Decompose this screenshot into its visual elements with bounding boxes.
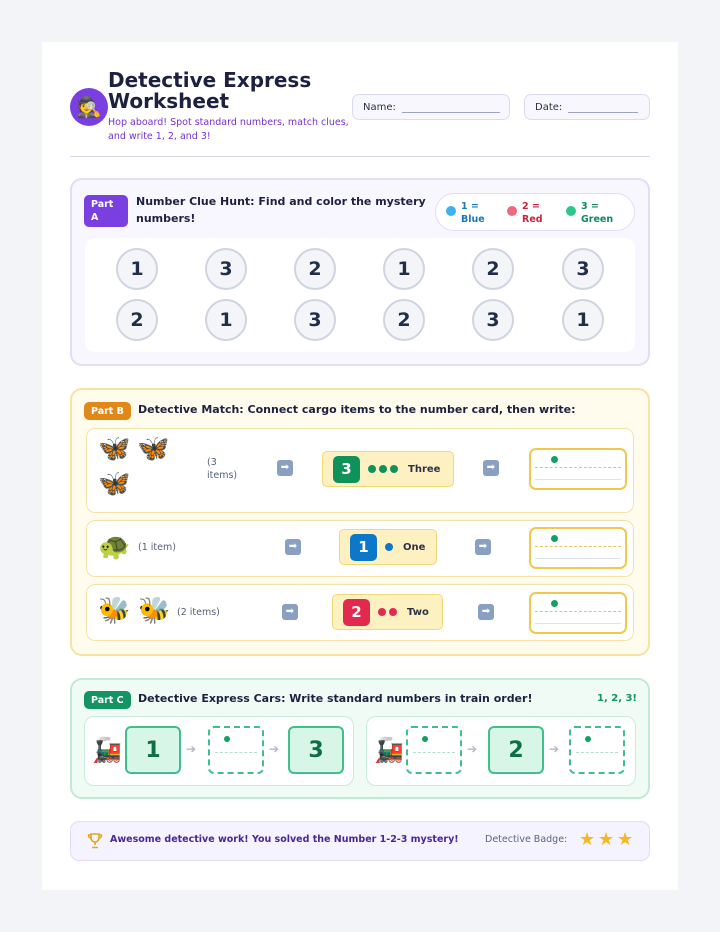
part-c-tag: Part C <box>84 691 131 709</box>
item-count: (2 items) <box>177 607 220 618</box>
part-b-title: Detective Match: Connect cargo items to the number card, then write: <box>138 403 576 416</box>
color-legend <box>435 193 635 231</box>
legend-item-blue: 1 = Blue <box>446 200 491 226</box>
footer-message: Awesome detective work! You solved the Number 1-2-3 mystery! <box>110 834 459 845</box>
train-car: 2 <box>488 726 544 774</box>
legend-item-green: 3 = Green <box>566 200 613 226</box>
number-card[interactable] <box>339 529 437 565</box>
arrow-right-icon: ➡ <box>285 539 301 555</box>
number-card[interactable] <box>322 451 454 487</box>
date-label: Date: <box>535 101 563 113</box>
worksheet-subtitle: Hop aboard! Spot standard numbers, match clues, and write 1, 2, and 3! <box>108 117 349 142</box>
badge-label: Detective Badge: <box>485 834 568 845</box>
car-link-icon: ➔ <box>186 742 197 756</box>
count-dots <box>368 465 398 473</box>
start-dot <box>551 535 558 542</box>
mystery-number[interactable]: 1 <box>562 299 604 341</box>
blue-dot-icon <box>446 206 456 216</box>
mystery-number[interactable]: 1 <box>383 248 425 290</box>
name-field[interactable] <box>352 94 510 120</box>
part-a-tag: Part A <box>84 195 128 227</box>
name-line <box>402 112 500 113</box>
legend-item-red: 2 = Red <box>507 200 550 226</box>
arrow-right-icon: ➡ <box>277 460 293 476</box>
turtle-icon: 🐢 <box>98 532 131 562</box>
star-icon: ★ <box>579 829 596 850</box>
mystery-number[interactable]: 1 <box>205 299 247 341</box>
bee-icon: 🐝 <box>138 596 171 626</box>
date-field[interactable] <box>524 94 650 120</box>
write-answer-box[interactable] <box>529 592 627 634</box>
mystery-number[interactable]: 2 <box>383 299 425 341</box>
number-word: One <box>403 541 426 553</box>
mystery-number[interactable]: 2 <box>116 299 158 341</box>
car-link-icon: ➔ <box>269 742 280 756</box>
train-car: 3 <box>288 726 344 774</box>
order-hint: 1, 2, 3! <box>597 693 637 704</box>
butterfly-icon: 🦋 <box>137 434 170 464</box>
butterfly-icon: 🦋 <box>98 469 131 499</box>
part-b-tag: Part B <box>84 402 131 420</box>
train-icon: 🚂 <box>92 736 122 764</box>
train-car-blank[interactable] <box>569 726 625 774</box>
number-badge: 3 <box>333 456 360 483</box>
arrow-right-icon: ➡ <box>478 604 494 620</box>
date-line <box>568 112 638 113</box>
car-link-icon: ➔ <box>467 742 478 756</box>
mystery-number[interactable]: 3 <box>205 248 247 290</box>
mystery-number[interactable]: 3 <box>472 299 514 341</box>
trophy-icon <box>86 832 104 850</box>
car-link-icon: ➔ <box>549 742 560 756</box>
mystery-number[interactable]: 1 <box>116 248 158 290</box>
number-word: Three <box>408 463 441 475</box>
part-c-title: Detective Express Cars: Write standard numbers in train order! <box>138 692 533 705</box>
train-car-blank[interactable] <box>208 726 264 774</box>
start-dot <box>551 600 558 607</box>
mystery-number[interactable]: 2 <box>294 248 336 290</box>
item-count: (1 item) <box>138 542 176 553</box>
number-card[interactable] <box>332 594 443 630</box>
detective-avatar-icon: 🕵️ <box>70 88 108 126</box>
train-car: 1 <box>125 726 181 774</box>
worksheet-page <box>42 42 678 890</box>
red-dot-icon <box>507 206 517 216</box>
green-dot-icon <box>566 206 576 216</box>
item-count: (3 items) <box>207 457 238 481</box>
number-badge: 1 <box>350 534 377 561</box>
bee-icon: 🐝 <box>98 596 131 626</box>
mystery-number[interactable]: 3 <box>562 248 604 290</box>
write-answer-box[interactable] <box>529 527 627 569</box>
number-badge: 2 <box>343 599 370 626</box>
train-icon: 🚂 <box>374 736 404 764</box>
butterfly-icon: 🦋 <box>98 434 131 464</box>
star-icon: ★ <box>598 829 615 850</box>
arrow-right-icon: ➡ <box>282 604 298 620</box>
train-car-blank[interactable] <box>406 726 462 774</box>
number-word: Two <box>407 606 429 618</box>
mystery-number[interactable]: 2 <box>472 248 514 290</box>
start-dot <box>551 456 558 463</box>
part-a-title: Number Clue Hunt: Find and color the mystery numbers! <box>136 195 426 225</box>
header-divider <box>70 156 650 157</box>
name-label: Name: <box>363 101 396 113</box>
arrow-right-icon: ➡ <box>475 539 491 555</box>
write-answer-box[interactable] <box>529 448 627 490</box>
count-dots <box>378 608 397 616</box>
mystery-number-grid <box>85 238 635 352</box>
mystery-number[interactable]: 3 <box>294 299 336 341</box>
worksheet-title: Detective Express Worksheet <box>108 68 312 113</box>
star-icon: ★ <box>617 829 634 850</box>
count-dots <box>385 543 393 551</box>
arrow-right-icon: ➡ <box>483 460 499 476</box>
